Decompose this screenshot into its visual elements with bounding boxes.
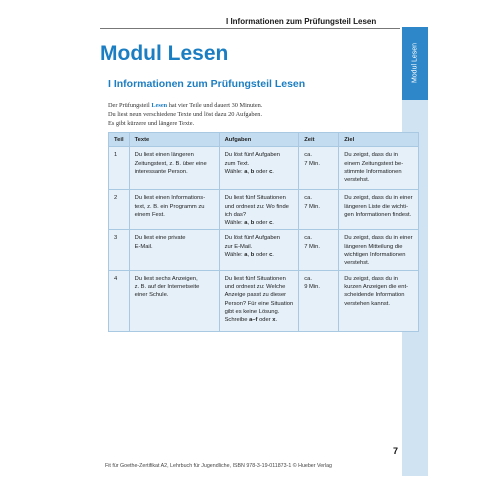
intro-line-1 bbox=[108, 101, 348, 110]
choice-connector: oder bbox=[257, 317, 273, 324]
intro-line-2: Du liest neun verschiedene Texte und löst dazu 20 Aufgaben. bbox=[108, 111, 263, 118]
cell-line: scheidende Information bbox=[344, 292, 405, 299]
cell-teil: 2 bbox=[109, 190, 130, 230]
choice-line: Schreibe a–f oder x. bbox=[224, 317, 278, 324]
cell-line: zur E-Mail. bbox=[224, 243, 253, 250]
table-row bbox=[109, 190, 419, 230]
cell-line: und ordnest zu: Welche bbox=[224, 283, 286, 290]
running-head: I Informationen zum Prüfungsteil Lesen bbox=[226, 17, 377, 26]
side-tab bbox=[402, 27, 428, 100]
table-header-row bbox=[109, 133, 419, 147]
cell-teil: 1 bbox=[109, 147, 130, 190]
cell-line: ca. bbox=[304, 275, 312, 282]
header-rule bbox=[100, 28, 400, 29]
cell-line: zum Text. bbox=[224, 160, 250, 167]
cell-line: Du liest einen längeren bbox=[134, 152, 194, 159]
cell-line: ich das? bbox=[224, 211, 247, 218]
cell-line: Du liest sechs Anzeigen, bbox=[134, 275, 198, 282]
choice-prefix: Wähle: bbox=[224, 220, 245, 227]
footer-credit: Fit für Goethe-Zertifikat A2, Lehrbuch für Jugendliche, ISBN 978-3-19-011873-1 © Hueber Verlag bbox=[105, 463, 332, 469]
cell-aufgaben bbox=[219, 190, 299, 230]
cell-line: gibt es keine Lösung. bbox=[224, 308, 280, 315]
cell-line: Du liest einen Informations- bbox=[134, 195, 206, 202]
header-teil: Teil bbox=[109, 133, 130, 147]
cell-texte bbox=[129, 147, 219, 190]
header-zeit: Zeit bbox=[299, 133, 339, 147]
cell-line: Du liest eine private bbox=[134, 235, 186, 242]
cell-line: längeren Mitteilung die bbox=[344, 243, 403, 250]
option-a: a bbox=[244, 168, 248, 175]
cell-line: Du löst fünf Aufgaben bbox=[224, 152, 280, 159]
cell-line: verstehst. bbox=[344, 177, 370, 184]
cell-texte bbox=[129, 190, 219, 230]
cell-zeit bbox=[299, 190, 339, 230]
choice-prefix: Schreibe bbox=[224, 317, 250, 324]
cell-line: verstehst. bbox=[344, 260, 370, 267]
cell-ziel bbox=[339, 147, 418, 190]
module-title: Modul Lesen bbox=[100, 42, 229, 65]
option-range: a–f bbox=[249, 317, 258, 324]
cell-line: Anzeige passt zu dieser bbox=[224, 292, 287, 299]
side-tab-label: Modul Lesen bbox=[411, 42, 419, 84]
cell-line: z. B. auf der Internetseite bbox=[134, 283, 200, 290]
cell-line: Person? Für eine Situation bbox=[224, 300, 294, 307]
choice-line: Wähle: a, b oder c. bbox=[224, 252, 274, 259]
cell-line: ca. bbox=[304, 152, 312, 159]
table-row bbox=[109, 147, 419, 190]
cell-aufgaben bbox=[219, 147, 299, 190]
cell-line: ca. bbox=[304, 235, 312, 242]
cell-line: Zeitungstext, z. B. über eine bbox=[134, 160, 207, 167]
cell-line: 7 Min. bbox=[304, 203, 320, 210]
cell-line: Du zeigst, dass du in bbox=[344, 275, 399, 282]
header-texte: Texte bbox=[129, 133, 219, 147]
table-row bbox=[109, 230, 419, 270]
cell-aufgaben bbox=[219, 230, 299, 270]
cell-line: stimmte Informationen bbox=[344, 168, 402, 175]
cell-line: 7 Min. bbox=[304, 160, 320, 167]
header-ziel: Ziel bbox=[339, 133, 418, 147]
choice-line: Wähle: a, b oder c. bbox=[224, 168, 274, 175]
cell-zeit bbox=[299, 270, 339, 331]
header-aufgaben: Aufgaben bbox=[219, 133, 299, 147]
option-b: b bbox=[250, 220, 255, 227]
cell-texte bbox=[129, 230, 219, 270]
section-heading: I Informationen zum Prüfungsteil Lesen bbox=[108, 78, 306, 90]
option-a: a bbox=[244, 220, 248, 227]
intro-text bbox=[108, 101, 348, 128]
cell-line: Du liest fünf Situationen bbox=[224, 195, 286, 202]
cell-line: verstehen kannst. bbox=[344, 300, 390, 307]
cell-line: und ordnest zu: Wo finde bbox=[224, 203, 289, 210]
intro-line-3: Es gibt kürzere und längere Texte. bbox=[108, 120, 195, 127]
cell-line: einem Fest. bbox=[134, 211, 165, 218]
cell-line: E-Mail. bbox=[134, 243, 153, 250]
cell-line: Du löst fünf Aufgaben bbox=[224, 235, 280, 242]
cell-line: wichtigen Informationen bbox=[344, 252, 406, 259]
cell-line: gen Informationen findest. bbox=[344, 211, 412, 218]
cell-ziel bbox=[339, 190, 418, 230]
cell-ziel bbox=[339, 270, 418, 331]
cell-line: einer Schule. bbox=[134, 292, 169, 299]
cell-teil: 3 bbox=[109, 230, 130, 270]
cell-teil: 4 bbox=[109, 270, 130, 331]
cell-line: interessante Person. bbox=[134, 168, 188, 175]
cell-line: Du zeigst, dass du in bbox=[344, 152, 399, 159]
cell-line: text, z. B. ein Programm zu bbox=[134, 203, 205, 210]
option-x: x bbox=[272, 317, 276, 324]
option-c: c bbox=[269, 252, 273, 259]
option-a: a bbox=[244, 252, 248, 259]
cell-line: 9 Min. bbox=[304, 283, 320, 290]
cell-zeit bbox=[299, 147, 339, 190]
table-row bbox=[109, 270, 419, 331]
intro-line-1-end: hat vier Teile und dauert 30 Minuten. bbox=[167, 102, 263, 109]
option-c: c bbox=[269, 168, 273, 175]
cell-line: ca. bbox=[304, 195, 312, 202]
choice-line: Wähle: a, b oder c. bbox=[224, 220, 274, 227]
option-c: c bbox=[269, 220, 273, 227]
cell-line: 7 Min. bbox=[304, 243, 320, 250]
choice-prefix: Wähle: bbox=[224, 168, 245, 175]
intro-highlight: Lesen bbox=[151, 102, 168, 109]
exam-parts-table bbox=[108, 132, 419, 332]
option-b: b bbox=[250, 168, 255, 175]
page-number: 7 bbox=[393, 446, 399, 456]
cell-line: längeren Liste die wichti- bbox=[344, 203, 409, 210]
cell-line: kurzen Anzeigen die ent- bbox=[344, 283, 409, 290]
cell-aufgaben bbox=[219, 270, 299, 331]
choice-prefix: Wähle: bbox=[224, 252, 245, 259]
intro-line-1-start: Der Prüfungsteil bbox=[108, 102, 152, 109]
cell-line: Du zeigst, dass du in einer bbox=[344, 195, 413, 202]
cell-line: einem Zeitungstext be- bbox=[344, 160, 404, 167]
cell-zeit bbox=[299, 230, 339, 270]
cell-line: Du zeigst, dass du in einer bbox=[344, 235, 413, 242]
cell-texte bbox=[129, 270, 219, 331]
cell-line: Du liest fünf Situationen bbox=[224, 275, 286, 282]
option-b: b bbox=[250, 252, 255, 259]
cell-ziel bbox=[339, 230, 418, 270]
